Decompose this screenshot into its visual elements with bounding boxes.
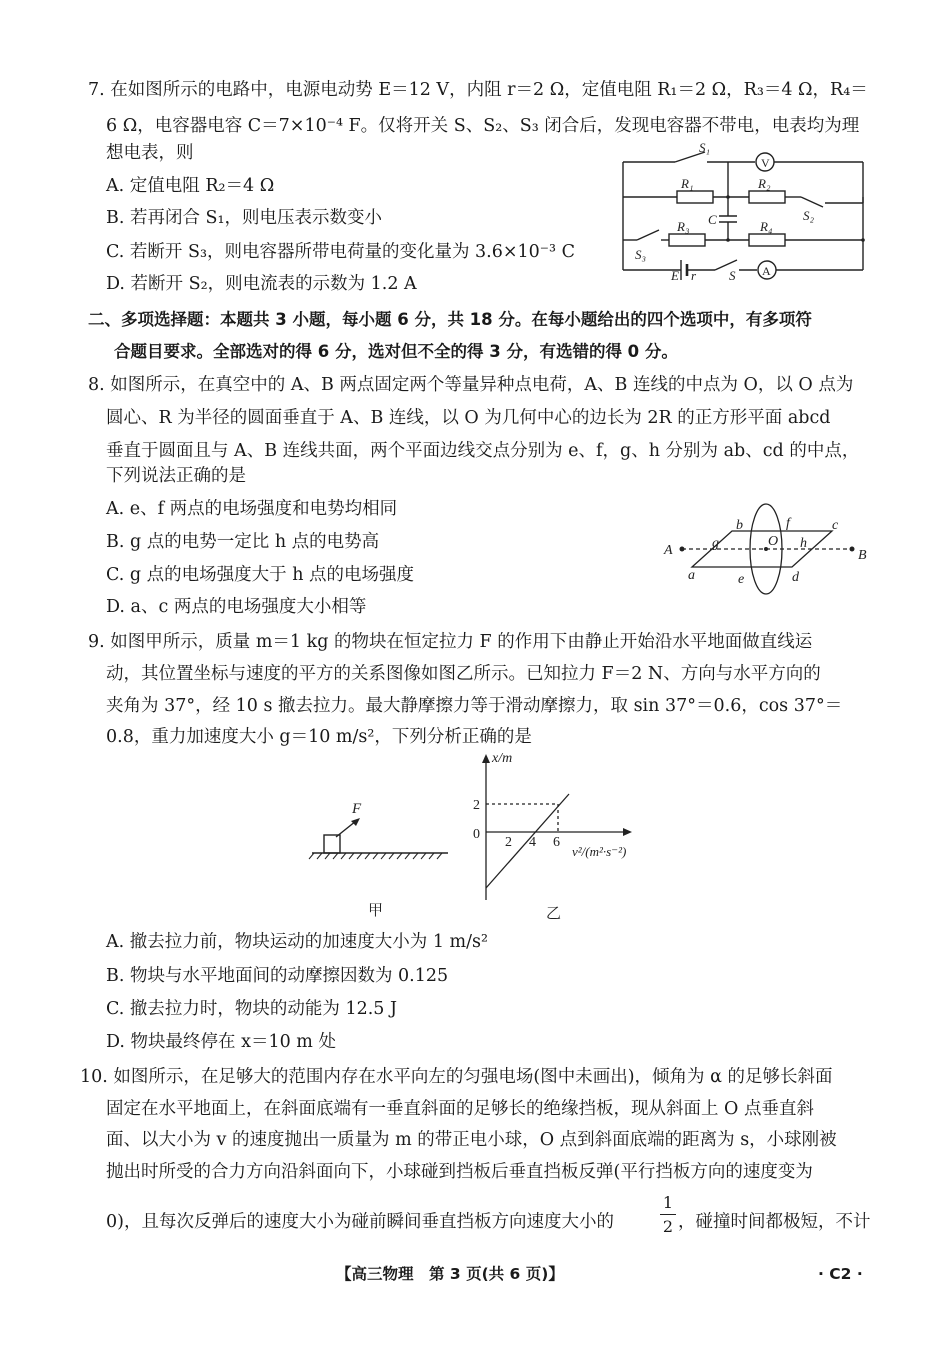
q10-stem-line-2: 固定在水平地面上，在斜面底端有一垂直斜面的足够长的绝缘挡板，现从斜面上 O 点垂直斜 bbox=[106, 1099, 814, 1119]
label-s1: S₁ bbox=[699, 140, 711, 155]
q10-stem-line-1: 10. 如图所示，在足够大的范围内存在水平向左的匀强电场(图中未画出)，倾角为 α 的足够长斜面 bbox=[80, 1067, 833, 1087]
q9-option-d: D. 物块最终停在 x＝10 m 处 bbox=[106, 1032, 336, 1052]
q9-stem-line-1: 9. 如图甲所示，质量 m＝1 kg 的物块在恒定拉力 F 的作用下由静止开始沿水平地面做直线运 bbox=[88, 632, 813, 652]
voltmeter-label: V bbox=[761, 156, 770, 170]
y-tick-2: 2 bbox=[473, 798, 480, 813]
x-tick-6: 6 bbox=[553, 835, 560, 850]
fraction-bar bbox=[660, 1214, 676, 1215]
point-g-label: g bbox=[712, 536, 719, 551]
q8-stem-line-1: 8. 如图所示，在真空中的 A、B 两点固定两个等量异种点电荷，A、B 连线的中点为 O，以 O 点为 bbox=[88, 375, 854, 395]
figure-jia-caption: 甲 bbox=[368, 903, 384, 919]
q10-stem-line-4: 抛出时所受的合力方向沿斜面向下，小球碰到挡板后垂直挡板反弹(平行挡板方向的速度变为 bbox=[106, 1162, 813, 1182]
q8-option-b: B. g 点的电势一定比 h 点的电势高 bbox=[106, 532, 380, 552]
page-code: · C2 · bbox=[818, 1265, 863, 1283]
origin-label: 0 bbox=[473, 827, 480, 842]
q7-circuit-diagram bbox=[615, 140, 875, 283]
label-r2: R₂ bbox=[758, 176, 771, 191]
axis-x-label: v²/(m²·s⁻²) bbox=[572, 844, 627, 859]
q7-option-b: B. 若再闭合 S₁，则电压表示数变小 bbox=[106, 208, 383, 228]
q9-stem-line-4: 0.8，重力加速度大小 g＝10 m/s²，下列分析正确的是 bbox=[106, 727, 532, 747]
point-e-label: e bbox=[738, 572, 745, 587]
fraction-numerator: 1 bbox=[662, 1193, 674, 1212]
q8-option-a: A. e、f 两点的电场强度和电势均相同 bbox=[106, 499, 398, 519]
x-tick-2: 2 bbox=[505, 835, 512, 850]
point-lower-b-label: b bbox=[736, 518, 743, 533]
label-r1: R₁ bbox=[681, 176, 694, 191]
q7-option-c: C. 若断开 S₃，则电容器所带电荷量的变化量为 3.6×10⁻³ C bbox=[106, 242, 575, 262]
section-2-heading-line-2: 合题目要求。全部选对的得 6 分，选对但不全的得 3 分，有选错的得 0 分。 bbox=[114, 342, 678, 361]
q7-option-a: A. 定值电阻 R₂＝4 Ω bbox=[106, 176, 275, 196]
label-e: E bbox=[671, 268, 679, 283]
label-s2: S₂ bbox=[803, 208, 815, 223]
label-r3: R₃ bbox=[677, 219, 690, 234]
q8-stem-line-2: 圆心、R 为半径的圆面垂直于 A、B 连线，以 O 为几何中心的边长为 2R 的正方形平面 abcd bbox=[106, 408, 831, 428]
q9-option-a: A. 撤去拉力前，物块运动的加速度大小为 1 m/s² bbox=[106, 932, 489, 952]
q10-stem-line-5-pre: 0)，且每次反弹后的速度大小为碰前瞬间垂直挡板方向速度大小的 bbox=[106, 1212, 614, 1232]
x-tick-4: 4 bbox=[529, 835, 536, 850]
fraction-denominator: 2 bbox=[662, 1217, 674, 1236]
ammeter-label: A bbox=[762, 264, 771, 278]
q9-option-c: C. 撤去拉力时，物块的动能为 12.5 J bbox=[106, 999, 397, 1019]
q7-stem-line-1: 7. 在如图所示的电路中，电源电动势 E＝12 V，内阻 r＝2 Ω，定值电阻 R₁＝2 Ω，R₃＝4 Ω，R₄＝ bbox=[88, 80, 868, 100]
q8-stem-line-3: 垂直于圆面且与 A、B 连线共面，两个平面边线交点分别为 e、f，g、h 分别为 ab、cd 的中点， bbox=[106, 441, 860, 461]
label-c: C bbox=[708, 212, 717, 227]
point-h-label: h bbox=[800, 536, 807, 551]
page-footer: 【高三物理 第 3 页(共 6 页)】 bbox=[336, 1265, 564, 1283]
q9-figure-yi-graph bbox=[466, 752, 656, 922]
q10-stem-line-5-post: ，碰撞时间都极短，不计 bbox=[678, 1212, 871, 1232]
q8-stem-line-4: 下列说法正确的是 bbox=[106, 466, 246, 486]
q7-option-d: D. 若断开 S₂，则电流表的示数为 1.2 A bbox=[106, 274, 417, 294]
label-r: r bbox=[691, 268, 697, 283]
point-lower-d-label: d bbox=[792, 570, 799, 585]
q8-field-figure bbox=[660, 505, 875, 610]
q9-stem-line-3: 夹角为 37°，经 10 s 撤去拉力。最大静摩擦力等于滑动摩擦力，取 sin 37°＝0.6，cos 37°＝ bbox=[106, 696, 843, 716]
q8-option-d: D. a、c 两点的电场强度大小相等 bbox=[106, 597, 367, 617]
q7-stem-line-3: 想电表，则 bbox=[106, 143, 194, 163]
point-lower-a-label: a bbox=[688, 568, 695, 583]
q10-stem-line-3: 面、以大小为 v 的速度抛出一质量为 m 的带正电小球，O 点到斜面底端的距离为 s，小球刚被 bbox=[106, 1130, 837, 1150]
q9-option-b: B. 物块与水平地面间的动摩擦因数为 0.125 bbox=[106, 966, 449, 986]
label-s: S bbox=[729, 268, 736, 283]
point-a-label: A bbox=[664, 543, 673, 558]
q9-figure-jia bbox=[308, 795, 453, 920]
label-r4: R₄ bbox=[760, 219, 773, 234]
section-2-heading-line-1: 二、多项选择题：本题共 3 小题，每小题 6 分，共 18 分。在每小题给出的四个选项中，有多项符 bbox=[88, 310, 812, 329]
point-b-label: B bbox=[858, 548, 867, 563]
q8-option-c: C. g 点的电场强度大于 h 点的电场强度 bbox=[106, 565, 415, 585]
q9-stem-line-2: 动，其位置坐标与速度的平方的关系图像如图乙所示。已知拉力 F＝2 N、方向与水平方向的 bbox=[106, 664, 821, 684]
figure-yi-caption: 乙 bbox=[546, 906, 562, 922]
point-f-label: f bbox=[786, 516, 790, 531]
point-o-label: O bbox=[768, 534, 779, 549]
point-lower-c-label: c bbox=[832, 518, 839, 533]
label-s3: S₃ bbox=[635, 247, 647, 262]
axis-y-label: x/m bbox=[492, 751, 513, 766]
force-f-label: F bbox=[352, 801, 362, 817]
q7-stem-line-2: 6 Ω，电容器电容 C＝7×10⁻⁴ F。仅将开关 S、S₂、S₃ 闭合后，发现电容器不带电，电表均为理 bbox=[106, 116, 860, 136]
